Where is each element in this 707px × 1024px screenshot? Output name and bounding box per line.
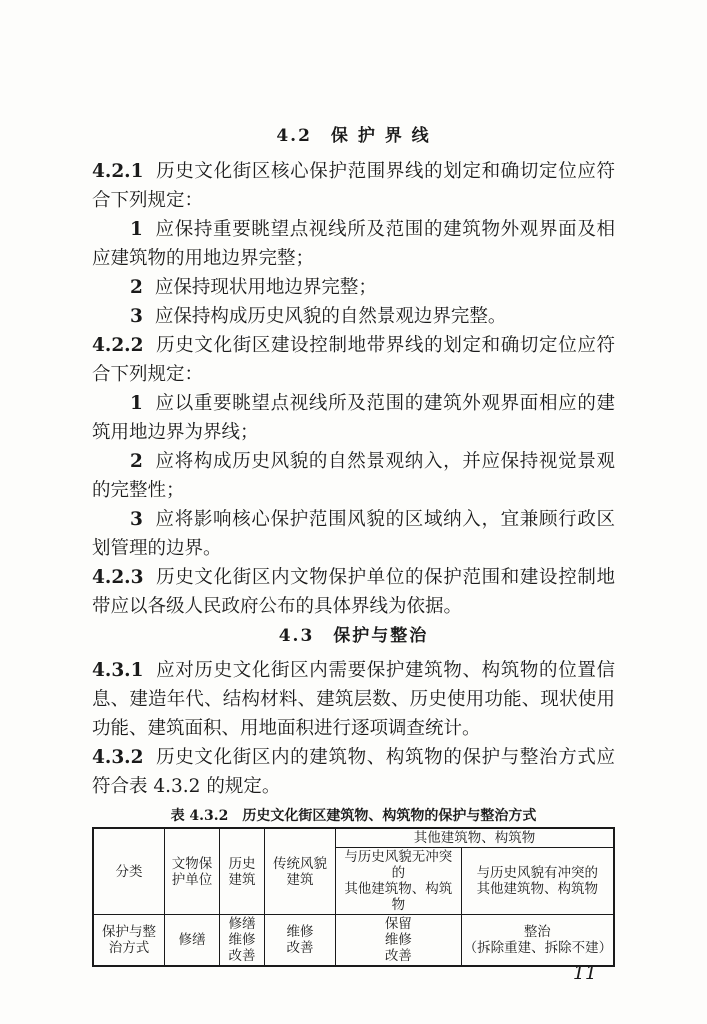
header-relic	[165, 828, 220, 915]
item-text: 应以重要眺望点视线所及范围的建筑外观界面相应的建	[154, 393, 615, 414]
clause-number: 4.3.2	[92, 747, 144, 768]
item-text: 应保持重要眺望点视线所及范围的建筑物外观界面及相	[154, 219, 615, 240]
cell-line: （拆除重建、拆除不建）	[463, 940, 613, 956]
clause-4-2-1-item-2	[130, 273, 377, 299]
item-number: 1	[130, 219, 143, 240]
clause-text: 应对历史文化街区内需要保护建筑物、构筑物的位置信	[155, 660, 615, 681]
cell-traditional	[265, 915, 336, 967]
clause-number: 4.2.2	[92, 335, 144, 356]
clause-4-3-2-line-2: 符合表 4.3.2 的规定。	[92, 776, 281, 797]
cell-line: 维修	[286, 924, 314, 940]
cell-line: 维修	[384, 932, 412, 948]
cell-historic	[220, 915, 265, 967]
item-number: 3	[130, 306, 143, 327]
header-category: 分类	[93, 828, 165, 915]
table-row	[93, 915, 614, 967]
clause-4-2-2-line-2: 合下列规定：	[92, 364, 204, 385]
clause-4-2-2-item-3-line-1	[130, 505, 615, 531]
item-text: 应将构成历史风貌的自然景观纳入，并应保持视觉景观	[154, 451, 615, 472]
header-other-conflict	[461, 848, 614, 915]
clause-number: 4.3.1	[92, 660, 144, 681]
clause-4-2-2-item-3-line-2: 划管理的边界。	[92, 538, 222, 559]
item-text: 应将影响核心保护范围风貌的区域纳入，宜兼顾行政区	[154, 509, 615, 530]
table-header-row	[93, 828, 614, 848]
cell-other-conflict	[461, 915, 614, 967]
table-caption: 表 4.3.2 历史文化街区建筑物、构筑物的保护与整治方式	[170, 808, 537, 824]
header-line: 其他建筑物、构筑物	[476, 881, 599, 897]
header-relic-line: 护单位	[171, 871, 213, 888]
row-label-line: 治方式	[108, 940, 150, 956]
header-other-no-conflict	[336, 848, 462, 915]
clause-number: 4.2.1	[92, 161, 144, 182]
clause-4-2-2-item-1-line-2: 筑用地边界为界线；	[92, 422, 259, 443]
cell-line: 维修	[228, 932, 256, 948]
item-text: 应保持现状用地边界完整；	[154, 277, 377, 298]
clause-4-3-1-line-3: 功能、建筑面积、用地面积进行逐项调查统计。	[92, 718, 481, 739]
item-number: 1	[130, 393, 143, 414]
clause-text: 历史文化街区核心保护范围界线的划定和确切定位应符	[155, 161, 615, 182]
header-line: 其他建筑物、构筑物	[344, 881, 453, 913]
clause-4-2-1-item-3	[130, 302, 506, 328]
section-heading-4-3: 4.3 保护与整治	[278, 626, 429, 646]
header-traditional-line: 建筑	[286, 871, 314, 888]
clause-4-3-1-line-2: 息、建造年代、结构材料、建筑层数、历史使用功能、现状使用	[92, 689, 615, 710]
item-text: 应保持构成历史风貌的自然景观边界完整。	[154, 306, 507, 327]
cell-line: 保留	[384, 916, 412, 932]
item-number: 2	[130, 451, 143, 472]
clause-text: 历史文化街区建设控制地带界线的划定和确切定位应符	[155, 335, 615, 356]
clause-4-2-3-line-1	[92, 563, 615, 589]
row-label-line: 保护与整	[102, 924, 156, 940]
header-line: 与历史风貌有冲突的	[476, 865, 599, 881]
section-heading-4-2: 4.2 保 护 界 线	[276, 126, 431, 146]
cell-line: 改善	[286, 940, 314, 956]
cell-relic: 修缮	[165, 915, 220, 967]
protection-table	[92, 827, 615, 967]
header-other: 其他建筑物、构筑物	[336, 828, 615, 848]
cell-other-no-conflict	[336, 915, 462, 967]
header-traditional-line: 传统风貌	[273, 855, 327, 872]
header-historic-line: 历史	[228, 855, 256, 872]
clause-4-2-3-line-2: 带应以各级人民政府公布的具体界线为依据。	[92, 596, 463, 617]
clause-4-2-1-line-1	[92, 157, 615, 183]
cell-line: 改善	[384, 948, 412, 964]
clause-4-3-1-line-1	[92, 656, 615, 682]
clause-number: 4.2.3	[92, 567, 144, 588]
clause-4-2-1-item-1-line-1	[130, 215, 615, 241]
cell-line: 改善	[228, 948, 256, 964]
clause-4-2-1-line-2: 合下列规定：	[92, 190, 204, 211]
clause-4-3-2-line-1	[92, 743, 615, 769]
page-number: 11	[572, 962, 597, 984]
clause-4-2-2-line-1	[92, 331, 615, 357]
header-historic	[220, 828, 265, 915]
header-line: 与历史风貌无冲突的	[344, 849, 453, 881]
item-number: 2	[130, 277, 143, 298]
clause-text: 历史文化街区内的建筑物、构筑物的保护与整治方式应	[155, 747, 615, 768]
header-historic-line: 建筑	[228, 871, 256, 888]
cell-line: 修缮	[228, 916, 256, 932]
clause-4-2-2-item-1-line-1	[130, 389, 615, 415]
clause-4-2-2-item-2-line-1	[130, 447, 615, 473]
clause-4-2-1-item-1-line-2: 应建筑物的用地边界完整；	[92, 248, 315, 269]
row-label	[93, 915, 165, 967]
item-number: 3	[130, 509, 143, 530]
header-relic-line: 文物保	[171, 855, 213, 872]
clause-4-2-2-item-2-line-2: 的完整性；	[92, 480, 185, 501]
cell-line: 整治	[523, 924, 551, 940]
clause-text: 历史文化街区内文物保护单位的保护范围和建设控制地	[155, 567, 615, 588]
header-traditional	[265, 828, 336, 915]
